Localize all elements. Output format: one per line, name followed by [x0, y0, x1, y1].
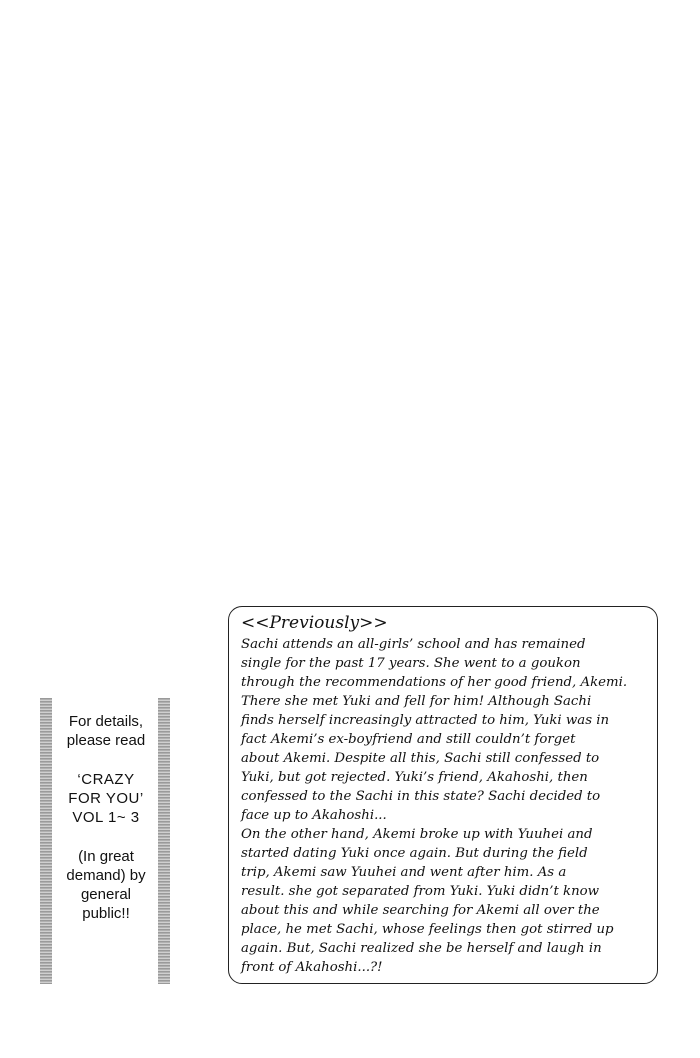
previously-recap-box [228, 606, 658, 984]
series-title [54, 770, 158, 827]
side-note-line: general [80, 886, 132, 903]
recap-line: about Akemi. Despite all this, Sachi still confessed to [241, 751, 600, 766]
side-note-line: demand) by [66, 867, 146, 884]
recap-line: face up to Akahoshi... [241, 808, 387, 823]
side-note-line: please read [66, 732, 146, 749]
recap-line: result. she got separated from Yuki. Yuki didn’t know [241, 884, 600, 899]
side-note-line: (In great [78, 848, 134, 865]
recap-line: again. But, Sachi realized she be herself and laugh in [241, 941, 602, 956]
recap-body [241, 635, 649, 977]
recap-line: fact Akemi’s ex-boyfriend and still couldn’t forget [241, 732, 576, 747]
side-note-panel [40, 698, 170, 984]
left-screentone-stripe [40, 698, 52, 984]
recap-line: started dating Yuki once again. But during the field [241, 846, 588, 861]
recap-line: finds herself increasingly attracted to him, Yuki was in [241, 713, 610, 728]
side-note-line: public!! [82, 905, 130, 922]
recap-line: trip, Akemi saw Yuuhei and went after him. As a [241, 865, 567, 880]
recap-line: There she met Yuki and fell for him! Although Sachi [241, 694, 592, 709]
series-title-line: VOL 1~ 3 [72, 809, 140, 826]
recap-line: On the other hand, Akemi broke up with Yuuhei and [241, 827, 593, 842]
recap-line: Yuki, but got rejected. Yuki’s friend, Akahoshi, then [241, 770, 588, 785]
side-note-text [54, 712, 158, 943]
recap-line: Sachi attends an all-girls’ school and has remained [241, 637, 586, 652]
side-note-remark [54, 847, 158, 923]
series-title-line: FOR YOU’ [68, 790, 144, 807]
side-note-line: For details, [68, 713, 144, 730]
recap-line: through the recommendations of her good friend, Akemi. [241, 675, 628, 690]
recap-line: front of Akahoshi...?! [241, 960, 383, 975]
recap-line: confessed to the Sachi in this state? Sachi decided to [241, 789, 601, 804]
recap-line: place, he met Sachi, whose feelings then got stirred up [241, 922, 614, 937]
recap-line: single for the past 17 years. She went to a goukon [241, 656, 581, 671]
recap-line: about this and while searching for Akemi all over the [241, 903, 600, 918]
series-title-line: ‘CRAZY [77, 771, 135, 788]
right-screentone-stripe [158, 698, 170, 984]
side-note-intro [54, 712, 158, 750]
recap-heading: <<Previously>> [241, 613, 388, 633]
